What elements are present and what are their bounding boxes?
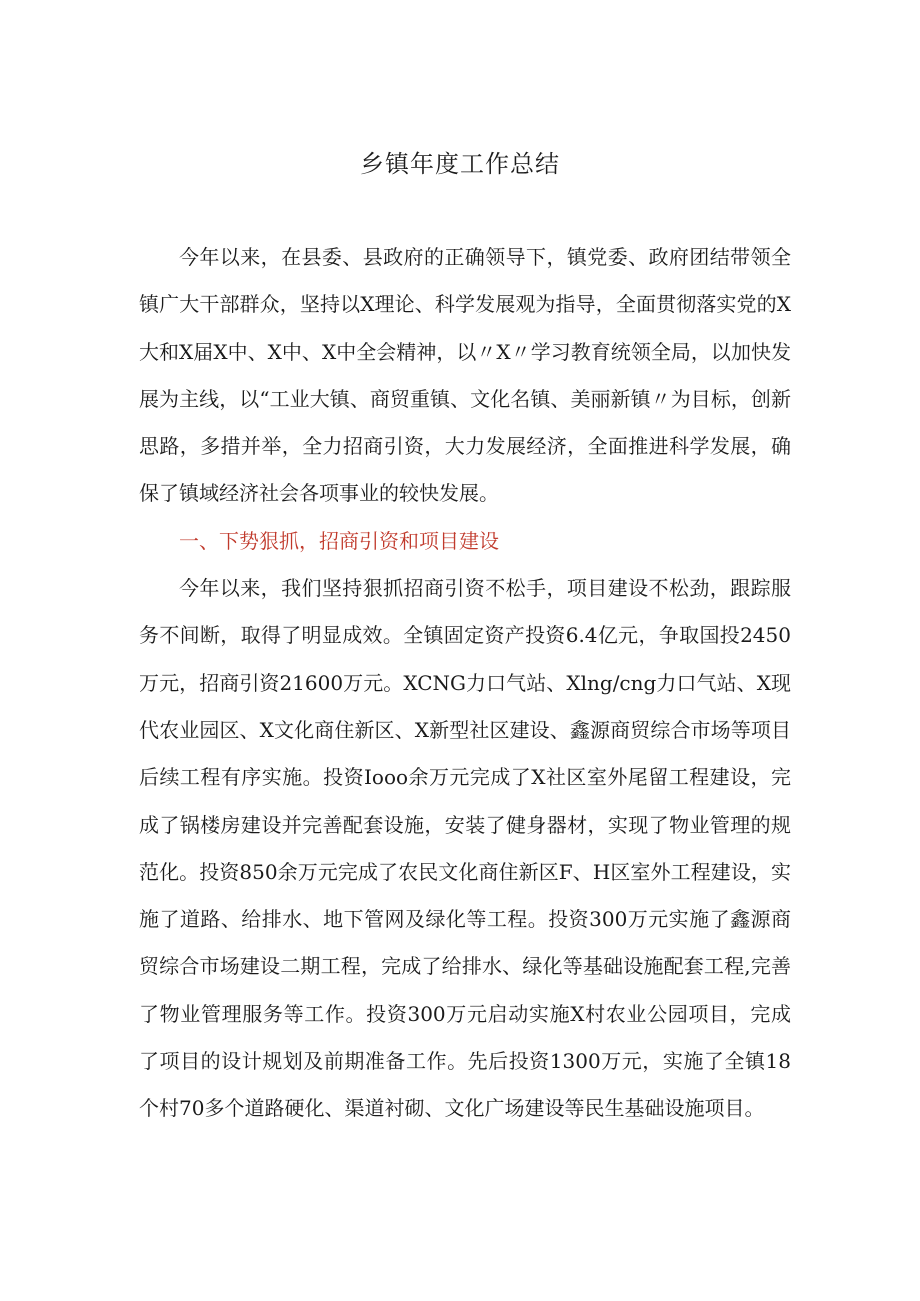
intro-paragraph: 今年以来，在县委、县政府的正确领导下，镇党委、政府团结带领全镇广大干部群众，坚持以X理论、科学发展观为指导，全面贯彻落实党的X大和X届X中、X中、X中全会精神，以〃X〃学习教育统领全局，以加快发展为主线，以“工业大镇、商贸重镇、文化名镇、美丽新镇〃为目标，创新思路，多措并举，全力招商引资，大力发展经济，全面推进科学发展，确保了镇域经济社会各项事业的较快发展。 <box>139 245 791 506</box>
document-body <box>139 234 791 1133</box>
document-title: 乡镇年度工作总结 <box>360 150 560 178</box>
section-paragraph: 今年以来，我们坚持狠抓招商引资不松手，项目建设不松劲，跟踪服务不间断，取得了明显成效。全镇固定资产投资6.4亿元，争取国投2450万元，招商引资21600万元。XCNG力口气站、Xlng∕cng力口气站、X现代农业园区、X文化商住新区、X新型社区建设、鑫源商贸综合市场等项目后续工程有序实施。投资Iooo余万元完成了X社区室外尾留工程建设，完成了锅楼房建设并完善配套设施，安装了健身器材，实现了物业管理的规范化。投资850余万元完成了农民文化商住新区F、H区室外工程建设，实施了道路、给排水、地下管网及绿化等工程。投资300万元实施了鑫源商贸综合市场建设二期工程，完成了给排水、绿化等基础设施配套工程,完善了物业管理服务等工作。投资300万元启动实施X村农业公园项目，完成了项目的设计规划及前期准备工作。先后投资1300万元，实施了全镇18个村70多个道路硬化、渠道衬砌、文化广场建设等民生基础设施项目。 <box>139 576 791 1121</box>
section-heading: 一、下势狠抓，招商引资和项目建设 <box>179 528 499 553</box>
